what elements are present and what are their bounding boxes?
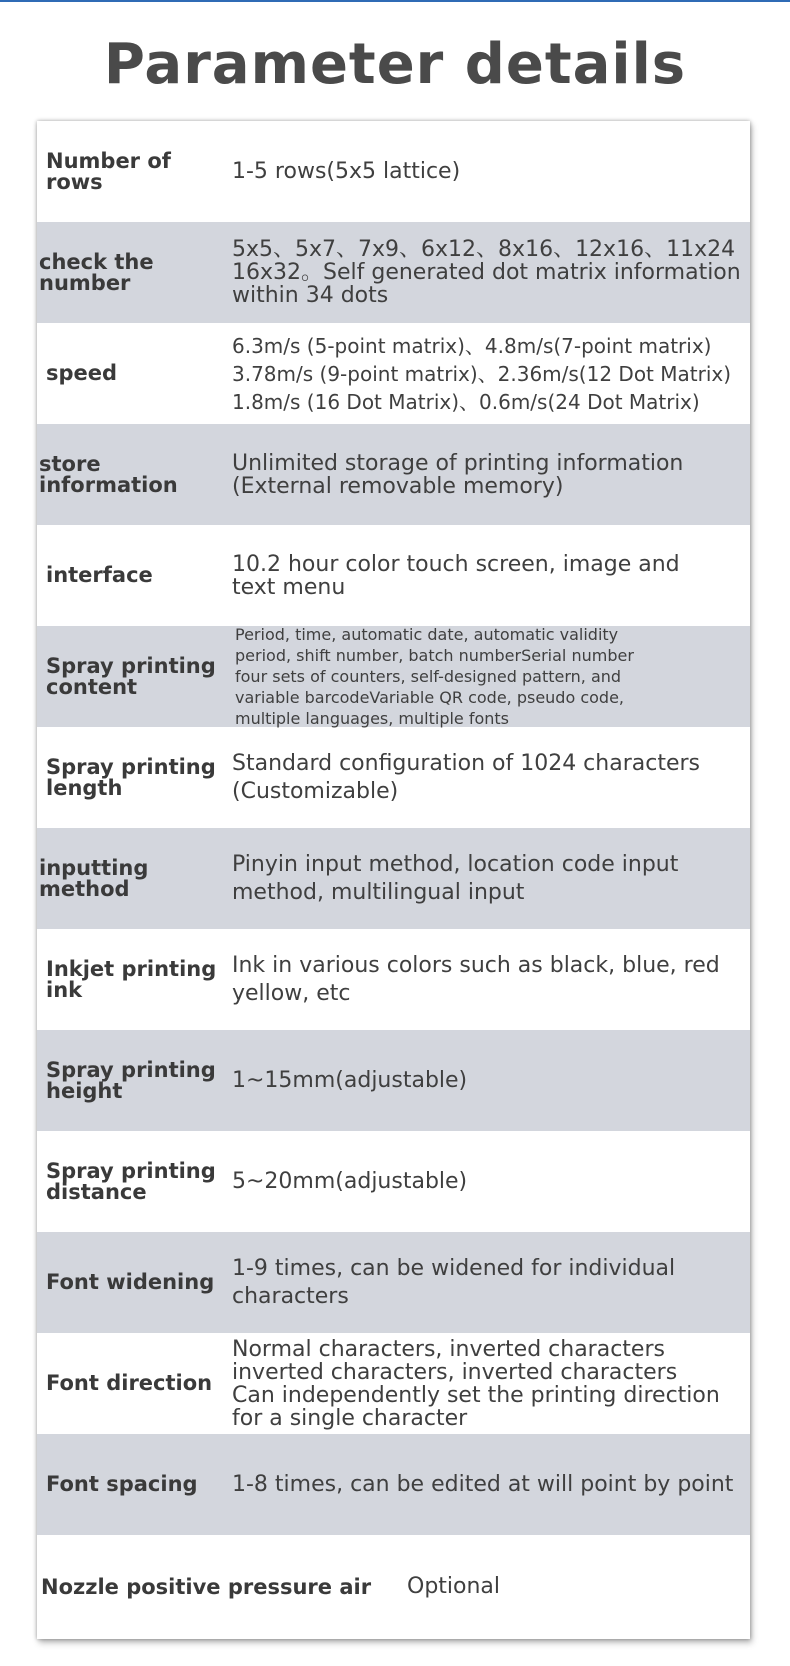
row-value: 1-8 times, can be edited at will point by point [232,1471,734,1497]
table-row [37,1434,750,1535]
row-value: Standard configuration of 1024 characters (Customizable) [232,750,700,804]
table-row [37,424,750,525]
top-accent-line [0,0,790,2]
table-row [37,525,750,626]
row-label: check the number [39,249,154,295]
row-value: Period, time, automatic date, automatic validity period, shift number, batch numberSerial number four sets of counters, self-designed pattern, and variable barcodeVariable QR code, pseudo code, multiple languages, multiple fonts [235,625,634,728]
row-label: speed [46,361,118,385]
row-value: 1-5 rows(5x5 lattice) [232,158,461,184]
row-value: Unlimited storage of printing information (External removable memory) [232,450,684,499]
row-value: Ink in various colors such as black, blue, red yellow, etc [232,952,720,1006]
table-row [37,828,750,929]
row-value: 10.2 hour color touch screen, image and text menu [232,551,680,600]
table-row [37,929,750,1030]
row-value: Pinyin input method, location code input method, multilingual input [232,851,679,905]
parameter-table [37,121,750,1639]
row-label: Inkjet printing ink [46,956,217,1002]
row-label: Font direction [46,1371,213,1395]
row-label: Nozzle positive pressure air [41,1574,372,1599]
row-label: store information [39,451,178,497]
row-label: Spray printing distance [46,1158,216,1204]
row-label: inputting method [39,855,149,901]
row-value: 5x5、5x7、7x9、6x12、8x16、12x16、11x24 16x32。Self generated dot matrix information within 34 dots [232,237,741,308]
table-row [37,1333,750,1434]
table-row [37,1030,750,1131]
row-label: Number of rows [46,148,171,194]
table-row [37,1131,750,1232]
row-label: interface [46,563,153,587]
table-row [37,727,750,828]
table-row [37,121,750,222]
row-label: Spray printing content [46,653,216,699]
table-row [37,626,750,727]
row-value: 1-9 times, can be widened for individual characters [232,1255,676,1309]
row-label: Spray printing length [46,754,216,800]
row-label: Font widening [46,1270,215,1294]
table-row [37,1232,750,1333]
row-value: 5~20mm(adjustable) [232,1168,468,1194]
table-row [37,323,750,424]
page-title: Parameter details [103,32,687,97]
row-value: 1~15mm(adjustable) [232,1067,468,1093]
row-value: Normal characters, inverted characters inverted characters, inverted characters Can independently set the printing direction for a single character [232,1336,720,1431]
row-label: Font spacing [46,1472,198,1496]
row-value: 6.3m/s (5-point matrix)、4.8m/s(7-point matrix) 3.78m/s (9-point matrix)、2.36m/s(12 Dot Matrix) 1.8m/s (16 Dot Matrix)、0.6m/s(24 Dot Matrix) [232,333,732,414]
row-label: Spray printing height [46,1057,216,1103]
row-value: Optional [407,1574,501,1599]
table-row [37,222,750,323]
table-row [37,1535,750,1639]
